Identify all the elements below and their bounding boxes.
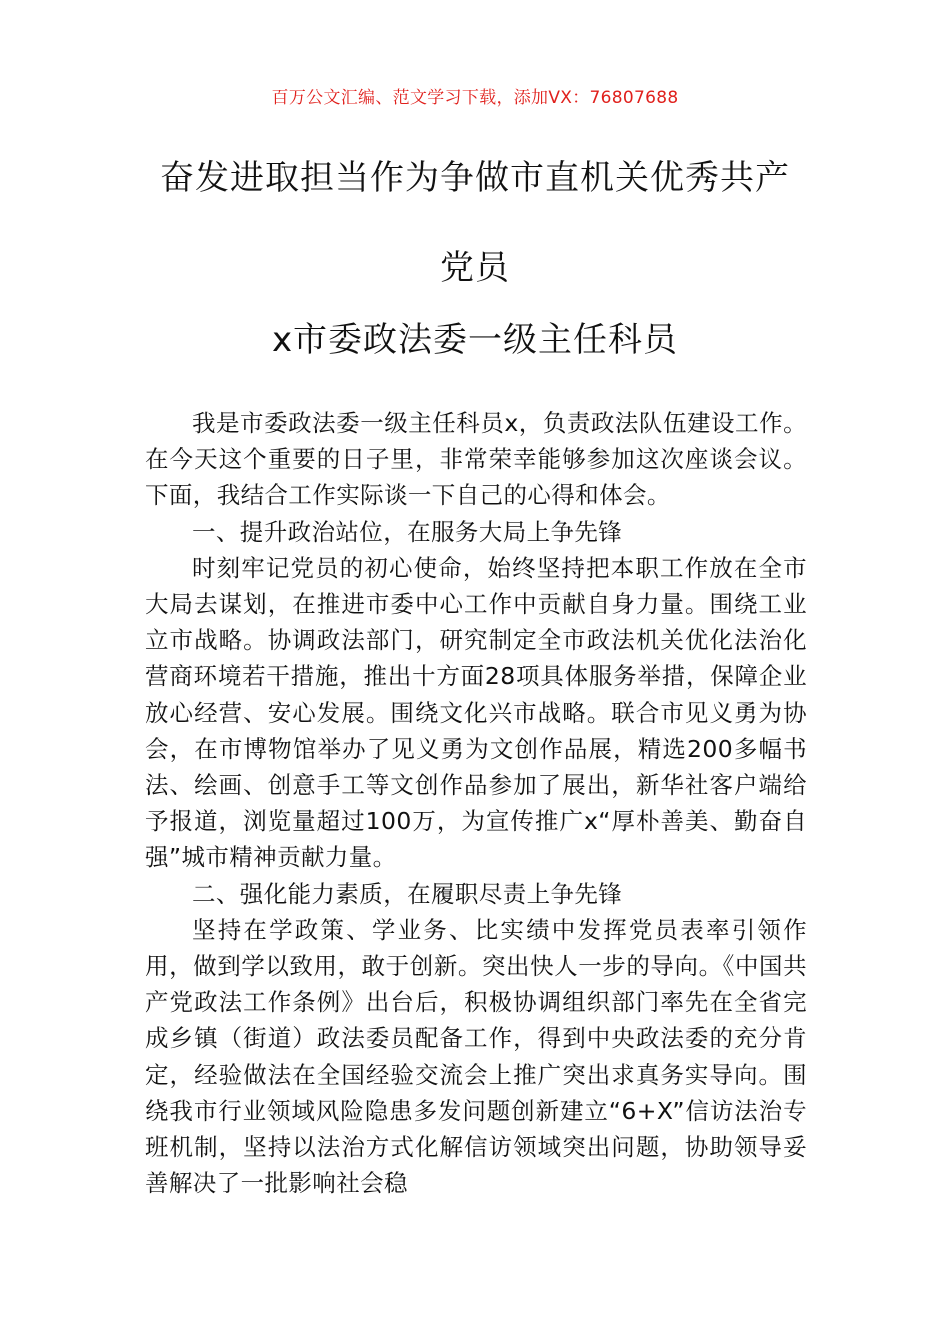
header-note: 百万公文汇编、范文学习下载，添加VX：76807688 xyxy=(271,88,679,108)
paragraph-section-1: 时刻牢记党员的初心使命，始终坚持把本职工作放在全市大局去谋划，在推进市委中心工作中贡献自身力量。围绕工业立市战略。协调政法部门，研究制定全市政法机关优化法治化营商环境若干措施，推出十方面28项具体服务举措，保障企业放心经营、安心发展。围绕文化兴市战略。联合市见义勇为协会，在市博物馆举办了见义勇为文创作品展，精选200多幅书法、绘画、创意手工等文创作品参加了展出，新华社客户端给予报道，浏览量超过100万，为宣传推广x“厚朴善美、勤奋自强”城市精神贡献力量。 xyxy=(145,553,807,872)
section-heading-2: 二、强化能力素质，在履职尽责上争先锋 xyxy=(192,879,623,908)
document-author: x市委政法委一级主任科员 xyxy=(271,320,679,360)
paragraph-section-2: 坚持在学政策、学业务、比实绩中发挥党员表率引领作用，做到学以致用，敢于创新。突出快人一步的导向。《中国共产党政法工作条例》出台后，积极协调组织部门率先在全省完成乡镇（街道）政法委员配备工作，得到中央政法委的充分肯定，经验做法在全国经验交流会上推广突出求真务实导向。围绕我市行业领域风险隐患多发问题创新建立“6+X”信访法治专班机制，坚持以法治方式化解信访领域突出问题，协助领导妥善解决了一批影响社会稳 xyxy=(145,915,807,1198)
document-title-line1: 奋发进取担当作为争做市直机关优秀共产 xyxy=(160,158,790,198)
section-heading-1: 一、提升政治站位，在服务大局上争先锋 xyxy=(192,517,623,546)
paragraph-intro: 我是市委政法委一级主任科员x，负责政法队伍建设工作。在今天这个重要的日子里，非常荣幸能够参加这次座谈会议。下面，我结合工作实际谈一下自己的心得和体会。 xyxy=(145,409,807,510)
document-title-line2: 党员 xyxy=(440,248,510,288)
document-body xyxy=(145,405,807,1201)
